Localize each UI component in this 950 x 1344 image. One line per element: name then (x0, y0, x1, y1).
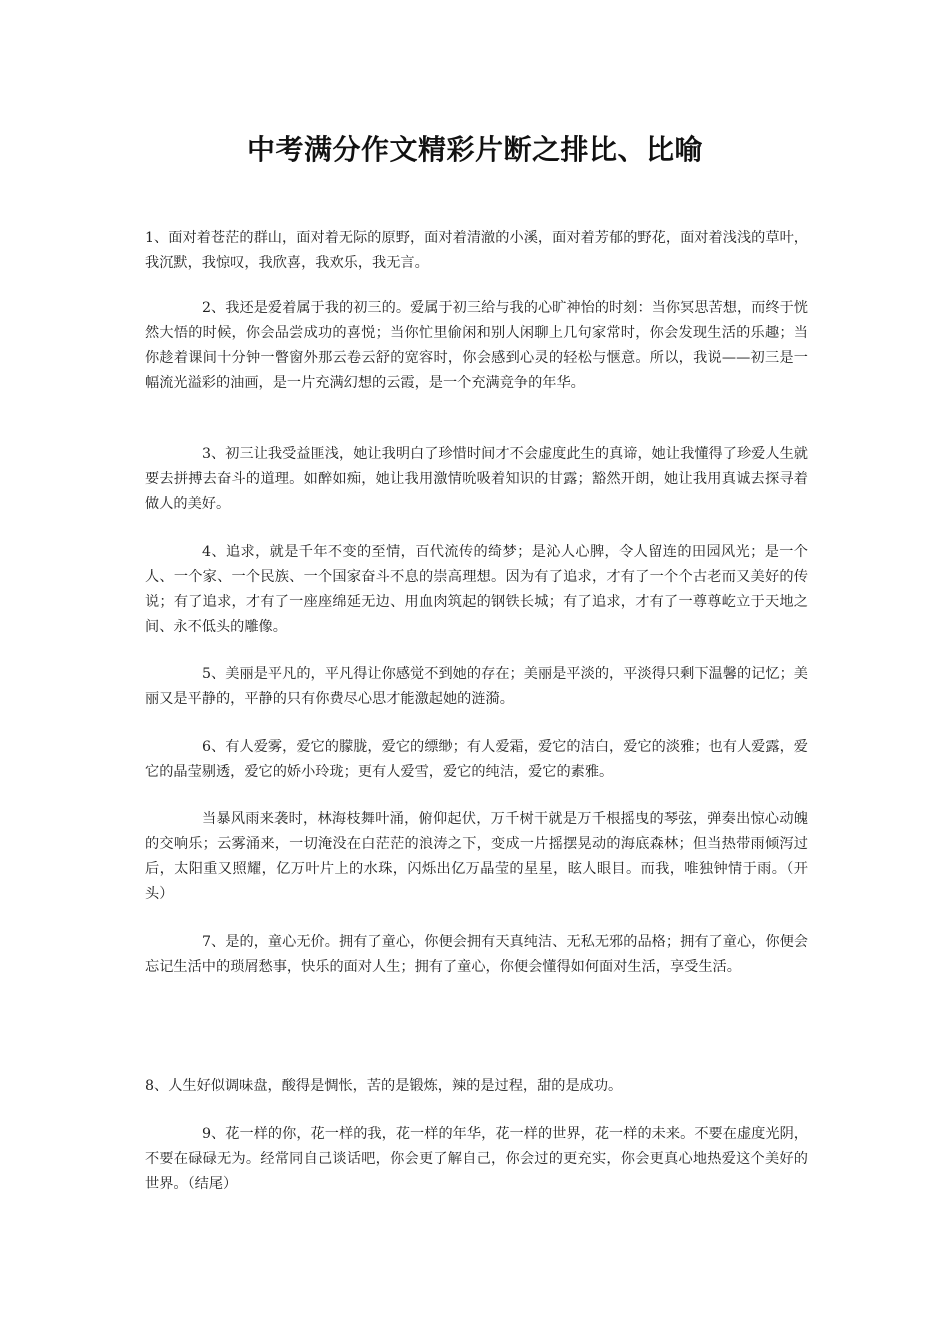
paragraph-storm: 当暴风雨来袭时，林海枝舞叶涌，俯仰起伏，万千树干就是万千根摇曳的琴弦，弹奏出惊心动魄的交响乐；云雾涌来，一切淹没在白茫茫的浪涛之下，变成一片摇摆晃动的海底森林；但当热带雨倾泻过后，太阳重又照耀，亿万叶片上的水珠，闪烁出亿万晶莹的星星，眩人眼目。而我，唯独钟情于雨。（开头） (145, 811, 808, 902)
paragraph-4: 4、追求，就是千年不变的至情，百代流传的绮梦；是沁人心脾，令人留连的田园风光；是一个人、一个家、一个民族、一个国家奋斗不息的崇高理想。因为有了追求，才有了一个个古老而又美好的传说；有了追求，才有了一座座绵延无边、用血肉筑起的钢铁长城；有了追求，才有了一尊尊屹立于天地之间、永不低头的雕像。 (145, 544, 808, 635)
paragraph-3: 3、初三让我受益匪浅，她让我明白了珍惜时间才不会虚度此生的真谛，她让我懂得了珍爱人生就要去拼搏去奋斗的道理。如醉如痴，她让我用激情吮吸着知识的甘露；豁然开朗，她让我用真诚去探寻着做人的美好。 (145, 446, 808, 512)
document-title: 中考满分作文精彩片断之排比、比喻 (246, 133, 703, 166)
paragraph-9: 9、花一样的你，花一样的我，花一样的年华，花一样的世界，花一样的未来。不要在虚度光阴，不要在碌碌无为。经常同自己谈话吧，你会更了解自己，你会过的更充实，你会更真心地热爱这个美好的世界。（结尾） (145, 1126, 808, 1192)
paragraph-7: 7、是的，童心无价。拥有了童心，你便会拥有天真纯洁、无私无邪的品格；拥有了童心，你便会忘记生活中的琐屑愁事，快乐的面对人生；拥有了童心，你便会懂得如何面对生活，享受生活。 (145, 934, 808, 975)
paragraph-1: 1、面对着苍茫的群山，面对着无际的原野，面对着清澈的小溪，面对着芳郁的野花，面对着浅浅的草叶，我沉默，我惊叹，我欣喜，我欢乐，我无言。 (145, 230, 808, 271)
paragraph-6: 6、有人爱雾，爱它的朦胧，爱它的缥缈；有人爱霜，爱它的洁白，爱它的淡雅；也有人爱露，爱它的晶莹剔透，爱它的娇小玲珑；更有人爱雪，爱它的纯洁，爱它的素雅。 (145, 739, 808, 780)
paragraph-2: 2、我还是爱着属于我的初三的。爱属于初三给与我的心旷神怡的时刻：当你冥思苦想，而终于恍然大悟的时候，你会品尝成功的喜悦；当你忙里偷闲和别人闲聊上几句家常时，你会发现生活的乐趣；当你趁着课间十分钟一瞥窗外那云卷云舒的宽容时，你会感到心灵的轻松与惬意。所以，我说——初三是一幅流光溢彩的油画，是一片充满幻想的云霞，是一个充满竞争的年华。 (145, 300, 808, 391)
paragraph-5: 5、美丽是平凡的，平凡得让你感觉不到她的存在；美丽是平淡的，平淡得只剩下温馨的记忆；美丽又是平静的，平静的只有你费尽心思才能激起她的涟漪。 (145, 666, 808, 707)
paragraph-8: 8、人生好似调味盘，酸得是惆怅，苦的是锻炼，辣的是过程，甜的是成功。 (145, 1078, 623, 1094)
